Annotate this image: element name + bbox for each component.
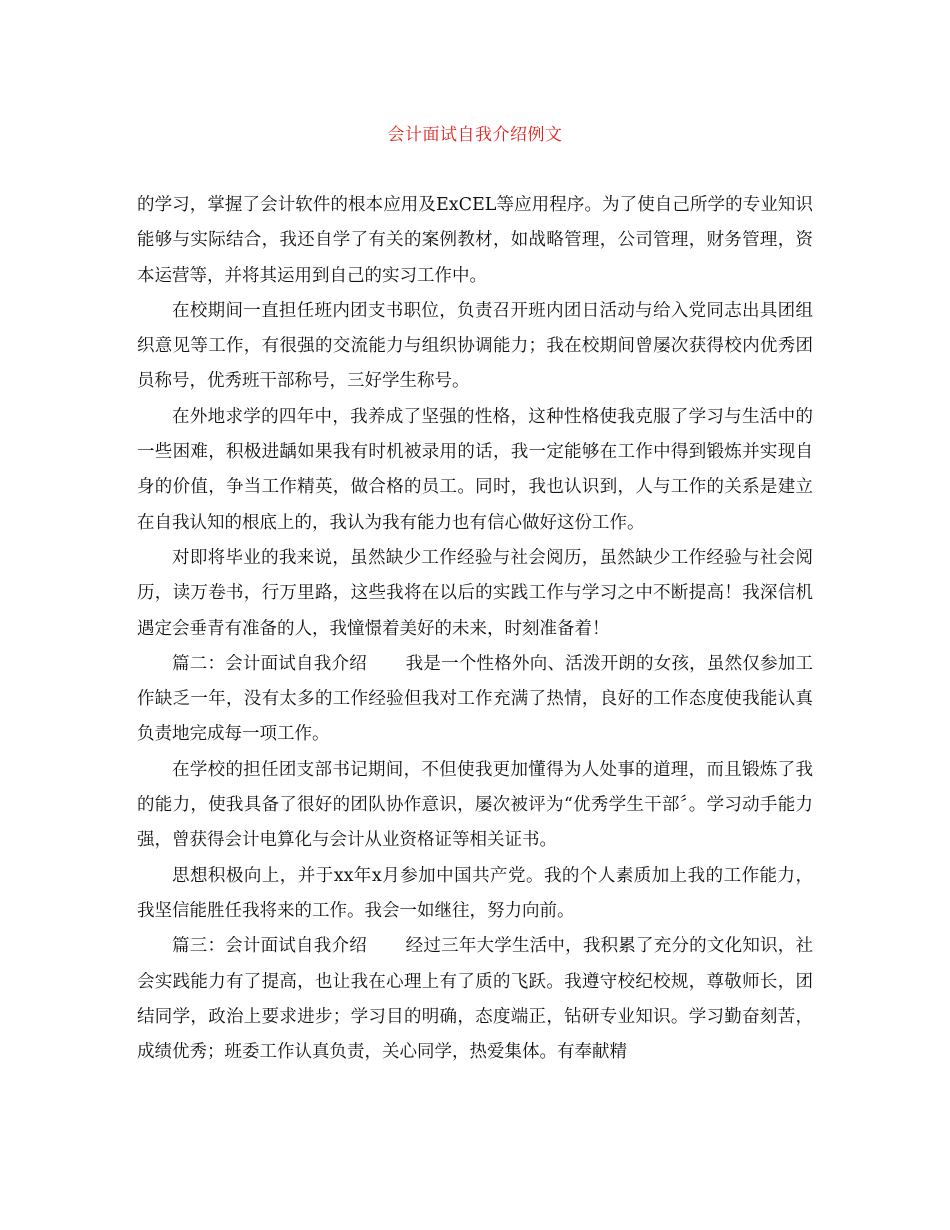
paragraph-5-text: 我是一个性格外向、活泼开朗的女孩，虽然仅参加工作缺乏一年，没有太多的工作经验但我对工作充满了热情，良好的工作态度使我能认真负责地完成每一项工作。 <box>137 653 814 745</box>
paragraph-7: 思想积极向上，并于xx年x月参加中国共产党。我的个人素质加上我的工作能力，我坚信能胜任我将来的工作。我会一如继往，努力向前。 <box>137 865 813 921</box>
paragraph-3: 在外地求学的四年中，我养成了坚强的性格，这种性格使我克服了学习与生活中的一些困难，积极进龋如果我有时机被录用的话，我一定能够在工作中得到锻炼并实现自身的价值，争当工作精英，做合格的员工。同时，我也认识到，人与工作的关系是建立在自我认知的根底上的，我认为我有能力也有信心做好这份工作。 <box>137 406 813 533</box>
paragraph-8-text: 经过三年大学生活中，我积累了充分的文化知识，社会实践能力有了提高，也让我在心理上有了质的飞跃。我遵守校纪校规，尊敬师长，团结同学，政治上要求进步；学习目的明确，态度端正，钻研专业知识。学习勤奋刻苦，成绩优秀；班委工作认真负责，关心同学，热爱集体。有奉献精 <box>137 936 814 1063</box>
paragraph-1: 的学习，掌握了会计软件的根本应用及ExCEL等应用程序。为了使自己所学的专业知识能够与实际结合，我还自学了有关的案例教材，如战略管理，公司管理，财务管理，资本运营等，并将其运用到自己的实习工作中。 <box>137 195 813 286</box>
document-title: 会计面试自我介绍例文 <box>387 125 563 145</box>
paragraph-6: 在学校的担任团支部书记期间，不但使我更加懂得为人处事的道理，而且锻炼了我的能力，使我具备了很好的团队协作意识，屡次被评为“优秀学生干部〞。学习动手能力强，曾获得会计电算化与会计从业资格证等相关证书。 <box>137 759 813 851</box>
section-heading-2: 篇二：会计面试自我介绍 <box>172 653 367 674</box>
paragraph-5 <box>137 647 813 753</box>
paragraph-8 <box>137 929 813 1070</box>
paragraph-4: 对即将毕业的我来说，虽然缺少工作经验与社会阅历，虽然缺少工作经验与社会阅历，读万卷书，行万里路，这些我将在以后的实践工作与学习之中不断提高！我深信机遇定会垂青有准备的人，我憧憬着美好的未来，时刻准备着！ <box>137 547 813 639</box>
paragraph-2: 在校期间一直担任班内团支书职位，负责召开班内团日活动与给入党同志出具团组织意见等工作，有很强的交流能力与组织协调能力；我在校期间曾屡次获得校内优秀团员称号，优秀班干部称号，三好学生称号。 <box>137 300 813 392</box>
document-body <box>137 188 813 1070</box>
section-heading-3: 篇三：会计面试自我介绍 <box>172 936 367 957</box>
